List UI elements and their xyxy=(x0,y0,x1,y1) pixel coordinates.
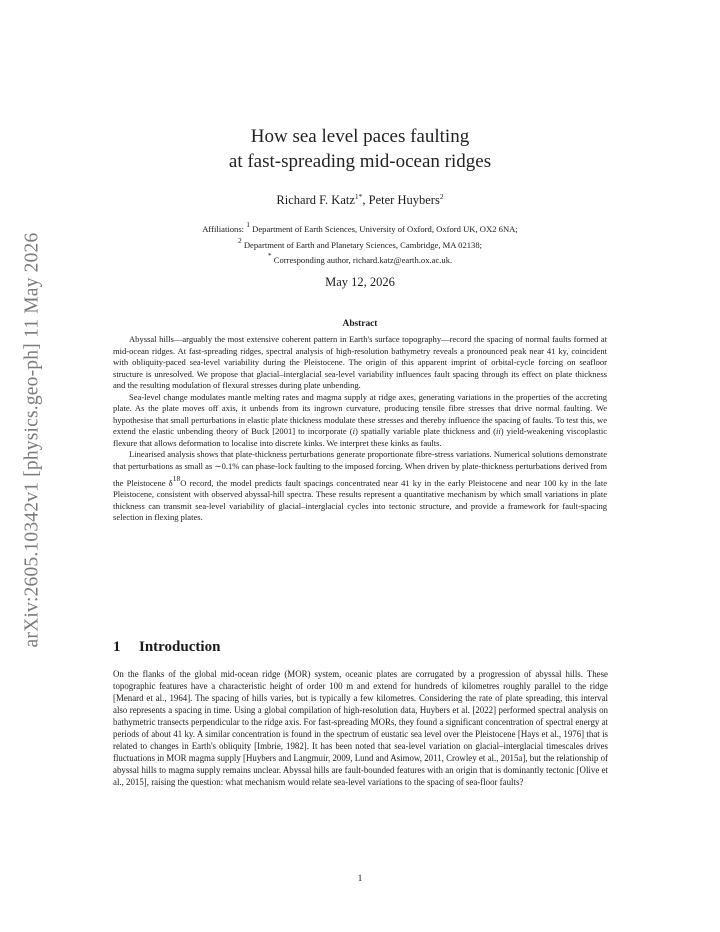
affiliation-prefix: Affiliations: xyxy=(202,224,247,234)
author-affiliation-mark: 1* xyxy=(354,192,363,201)
affiliation-mark: 1 xyxy=(246,220,250,229)
text-run: Linearised analysis shows that plate-thickness perturbations generate proportionate fibre-stress variations. Numerical solutions demonstrate that perturbations as small as ∼0.1% can phase-lock faulting to the imposed forcing. When driven by plate-thickness perturbations derived from the Pleistocene δ xyxy=(113,449,607,488)
introduction-body xyxy=(113,669,608,789)
paper-date: May 12, 2026 xyxy=(325,275,395,289)
isotope-superscript: 18 xyxy=(172,473,181,483)
paper-title-line-1: How sea level paces faulting xyxy=(250,126,470,147)
section-heading xyxy=(113,639,220,656)
paper-title-line-2: at fast-spreading mid-ocean ridges xyxy=(228,151,492,172)
author-name: Richard F. Katz xyxy=(276,193,355,207)
affiliation-text: Corresponding author, richard.katz@earth.ox.ac.uk. xyxy=(271,255,453,265)
abstract-paragraph xyxy=(113,449,607,523)
author-separator: , xyxy=(362,193,369,207)
abstract-paragraph xyxy=(113,392,607,450)
text-run: Sea-level change modulates mantle melting rates and magma supply at ridge axes, generating variations in the properties of the accreting plate. As the plate moves off axis, it unbends from its ingrown curvature, producing tensile fibre stresses that drive normal faulting. We hypothesise that small perturbations in elastic plate thickness modulate these stresses and thereby influence the spacing of faults. To test this, we extend the elastic unbending theory of Buck [2001] to incorporate ( xyxy=(113,391,607,437)
affiliation-line xyxy=(0,251,720,265)
affiliation-mark: * xyxy=(267,251,272,260)
text-run: O record, the model predicts fault spacings concentrated near 41 ky in the early Pleistocene and near 100 ky in the late Pleistocene, consistent with observed abyssal-hill spectra. These results represent a quantitative mechanism by which small variations in plate thickness can transmit sea-level variability of glacial–interglacial cycles into tectonic structure, and provide a framework for fault-spacing selection in flexing plates. xyxy=(113,477,608,523)
abstract-paragraph: Abyssal hills—arguably the most extensive coherent pattern in Earth's surface topography—record the spacing of normal faults formed at mid-ocean ridges. At fast-spreading ridges, spectral analysis of high-resolution bathymetry reveals a pronounced peak near 41 ky, coincident with obliquity-paced sea-level variability during the Pleistocene. The origin of this apparent imprint of orbital-cycle forcing on seafloor structure is unresolved. We propose that glacial–interglacial sea-level variability influences fault spacing through its effect on plate thickness and the resulting modulation of flexural stresses during plate unbending. xyxy=(113,334,607,391)
arxiv-identifier: arXiv:2605.10342v1 [physics.geo-ph] 11 May 2026 xyxy=(21,232,42,648)
text-run: ) yield-weakening viscoplastic flexure that allows deformation to localise into discrete kinks. We interpret these kinks as faults. xyxy=(113,426,607,448)
author-affiliation-mark: 2 xyxy=(439,192,444,201)
author-list xyxy=(0,192,720,208)
section-title: Introduction xyxy=(139,639,221,655)
page-number: 1 xyxy=(357,874,363,884)
affiliation-line xyxy=(0,236,720,250)
affiliation-text: Department of Earth Sciences, University of Oxford, Oxford UK, OX2 6NA; xyxy=(249,224,518,234)
affiliation-text: Department of Earth and Planetary Sciences, Cambridge, MA 02138; xyxy=(241,240,483,250)
affiliation-line xyxy=(0,220,720,234)
author-name: Peter Huybers xyxy=(368,193,440,207)
abstract-body xyxy=(113,334,607,524)
section-number: 1 xyxy=(113,639,121,655)
affiliation-mark: 2 xyxy=(237,236,242,245)
text-run: ) spatially variable plate thickness and ( xyxy=(354,426,497,437)
italic-roman-numeral: ii xyxy=(496,426,501,437)
body-paragraph: On the flanks of the global mid-ocean ridge (MOR) system, oceanic plates are corrugated by a progression of abyssal hills. These topographic features have a characteristic height of order 100 m and extend for hundreds of kilometres roughly parallel to the ridge [Menard et al., 1964]. The spacing of hills varies, but is typically a few kilometres. Considering the rate of plate spreading, this interval also represents a spacing in time. Using a global compilation of high-resolution data, Huybers et al. [2022] performed spectral analysis on bathymetric transects perpendicular to the ridge axis. For fast-spreading MORs, they found a significant concentration of spectral energy at periods of about 41 ky. A similar concentration is found in the spectrum of eustatic sea level over the Pleistocene [Hays et al., 1976] that is related to changes in Earth's obliquity [Imbrie, 1982]. It has been noted that sea-level variation on glacial–interglacial timescales drives fluctuations in MOR magma supply [Huybers and Langmuir, 2009, Lund and Asimow, 2011, Crowley et al., 2015a], but the relationship of abyssal hills to magma supply remains unclear. Abyssal hills are fault-bounded features with an origin that is dominantly tectonic [Olive et al., 2015], raising the question: what mechanism would relate sea-level variations to the spacing of sea-floor faults? xyxy=(113,669,608,787)
italic-roman-numeral: i xyxy=(352,426,355,437)
abstract-heading: Abstract xyxy=(342,319,378,329)
